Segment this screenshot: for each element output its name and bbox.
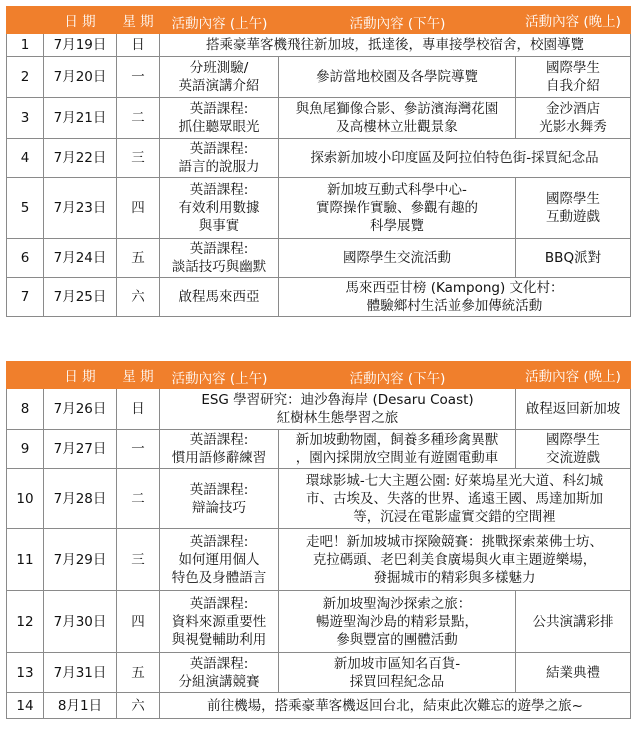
header-weekday: 星 期 bbox=[117, 7, 160, 34]
activity-pm-evening-line: 克拉碼頭、老巴剎美食廣場與火車主題遊樂場， bbox=[312, 551, 597, 568]
header-row bbox=[7, 7, 631, 34]
row-weekday: 日 bbox=[117, 34, 160, 57]
activity-pm bbox=[279, 178, 516, 239]
header-row bbox=[7, 362, 631, 389]
row-date: 7月29日 bbox=[44, 529, 117, 591]
row-weekday: 一 bbox=[117, 430, 160, 469]
activity-evening bbox=[516, 239, 631, 278]
row-weekday: 日 bbox=[117, 389, 160, 430]
activity-full-day bbox=[160, 693, 631, 719]
row-number: 11 bbox=[7, 529, 44, 591]
row-date: 7月27日 bbox=[44, 430, 117, 469]
row-number: 5 bbox=[7, 178, 44, 239]
header-am-pm bbox=[160, 7, 516, 34]
row-number: 9 bbox=[7, 430, 44, 469]
row-date: 7月24日 bbox=[44, 239, 117, 278]
row-date: 7月21日 bbox=[44, 98, 117, 139]
activity-pm-line: 新加坡互動式科學中心- bbox=[327, 182, 467, 198]
activity-pm-evening-line: 發掘城市的精彩與多樣魅力 bbox=[373, 569, 536, 586]
table-row bbox=[7, 278, 631, 317]
activity-am-line: 英語課程: bbox=[189, 655, 249, 672]
schedule-table-week2 bbox=[6, 361, 631, 719]
row-date: 7月23日 bbox=[44, 178, 117, 239]
activity-am-line: 英語課程: bbox=[189, 533, 249, 550]
activity-pm-evening-line: 走吧！新加坡城市探險競賽：挑戰探索萊佛士坊、 bbox=[306, 533, 603, 550]
activity-pm-evening bbox=[279, 139, 631, 178]
header-am-pm bbox=[160, 362, 516, 389]
row-weekday: 六 bbox=[117, 693, 160, 719]
activity-am-line: 英語課程: bbox=[189, 101, 249, 117]
activity-evening-line: 結業典禮 bbox=[546, 664, 600, 681]
activity-evening-line: 國際學生 bbox=[546, 60, 600, 76]
activity-pm-line: 實際操作實驗、參觀有趣的 bbox=[316, 200, 478, 216]
activity-pm bbox=[279, 591, 516, 653]
activity-am-line: 英語課程: bbox=[189, 595, 249, 612]
activity-evening bbox=[516, 178, 631, 239]
activity-evening-line: 交流遊戲 bbox=[546, 450, 600, 466]
activity-pm-line: 參與豐富的團體活動 bbox=[336, 631, 458, 648]
row-number: 2 bbox=[7, 57, 44, 98]
schedule-table-week1 bbox=[6, 6, 631, 317]
activity-pm-line: 新加坡聖淘沙探索之旅： bbox=[322, 595, 472, 612]
activity-pm-line: 採買回程紀念品 bbox=[349, 673, 445, 690]
activity-am bbox=[160, 278, 279, 317]
header-date: 日 期 bbox=[44, 7, 117, 34]
row-number: 10 bbox=[7, 469, 44, 529]
activity-evening-line: 國際學生 bbox=[546, 432, 600, 448]
header-evening: 活動內容 (晚上) bbox=[516, 362, 631, 389]
table-row bbox=[7, 178, 631, 239]
row-number: 6 bbox=[7, 239, 44, 278]
row-weekday: 五 bbox=[117, 239, 160, 278]
activity-am bbox=[160, 591, 279, 653]
row-date: 8月1日 bbox=[44, 693, 117, 719]
activity-am-line: 與視覺輔助利用 bbox=[171, 631, 267, 648]
row-number: 7 bbox=[7, 278, 44, 317]
table-row bbox=[7, 430, 631, 469]
activity-am-line: 與事實 bbox=[198, 218, 240, 234]
activity-am bbox=[160, 653, 279, 693]
header-evening: 活動內容 (晚上) bbox=[516, 7, 631, 34]
activity-evening-line: 公共演講彩排 bbox=[532, 613, 614, 630]
activity-am-line: 英語課程: bbox=[189, 481, 249, 498]
table-row bbox=[7, 653, 631, 693]
activity-pm-line: 新加坡動物園，飼養多種珍禽異獸 bbox=[295, 432, 499, 448]
activity-pm-line: 參訪當地校園及各學院導覽 bbox=[316, 69, 478, 85]
header-am: 活動內容 (上午) bbox=[171, 16, 268, 32]
activity-am-line: 特色及身體語言 bbox=[171, 569, 267, 586]
activity-am-line: 分組演講競賽 bbox=[178, 673, 260, 690]
row-number: 13 bbox=[7, 653, 44, 693]
activity-am-line: 辯論技巧 bbox=[192, 499, 246, 516]
activity-pm bbox=[279, 653, 516, 693]
header-date: 日 期 bbox=[44, 362, 117, 389]
row-number: 8 bbox=[7, 389, 44, 430]
table-row bbox=[7, 529, 631, 591]
activity-am-line: 英語課程: bbox=[189, 241, 249, 257]
activity-pm-evening-line: 馬來西亞甘榜 (Kampong) 文化村： bbox=[345, 280, 564, 296]
row-weekday: 四 bbox=[117, 591, 160, 653]
activity-evening bbox=[516, 591, 631, 653]
activity-full-day-line: 搭乘豪華客機飛往新加坡，抵達後，專車接學校宿舍，校園導覽 bbox=[206, 37, 584, 53]
header-num bbox=[7, 362, 44, 389]
row-weekday: 六 bbox=[117, 278, 160, 317]
activity-evening bbox=[516, 98, 631, 139]
activity-pm-evening-line: 等，沉浸在電影虛實交錯的空間裡 bbox=[353, 508, 556, 525]
activity-evening bbox=[516, 430, 631, 469]
activity-evening bbox=[516, 57, 631, 98]
row-date: 7月22日 bbox=[44, 139, 117, 178]
activity-am bbox=[160, 98, 279, 139]
activity-am-line: 如何運用個人 bbox=[178, 551, 260, 568]
activity-full-day bbox=[160, 34, 631, 57]
row-weekday: 二 bbox=[117, 469, 160, 529]
header-pm: 活動內容 (下午) bbox=[349, 16, 446, 32]
activity-am-line: 英語課程: bbox=[189, 432, 249, 448]
header-weekday: 星 期 bbox=[117, 362, 160, 389]
activity-evening-line: 金沙酒店 bbox=[546, 101, 600, 117]
activity-evening-line: 光影水舞秀 bbox=[539, 119, 607, 135]
activity-pm bbox=[279, 239, 516, 278]
activity-am-pm-line: 紅樹林生態學習之旅 bbox=[276, 410, 399, 426]
activity-am-line: 英語課程: bbox=[189, 182, 249, 198]
row-weekday: 五 bbox=[117, 653, 160, 693]
activity-pm-evening-line: 探索新加坡小印度區及阿拉伯特色街-採買紀念品 bbox=[310, 150, 599, 166]
activity-am-line: 資料來源重要性 bbox=[171, 613, 267, 630]
table-row bbox=[7, 469, 631, 529]
table-row bbox=[7, 239, 631, 278]
activity-pm-line: ，園內採開放空間並有遊園電動車 bbox=[295, 450, 499, 466]
activity-am-line: 抓住聽眾眼光 bbox=[178, 119, 260, 135]
activity-pm bbox=[279, 430, 516, 469]
activity-pm-evening bbox=[279, 529, 631, 591]
activity-evening-line: BBQ派對 bbox=[544, 250, 602, 266]
activity-am-pm bbox=[160, 389, 516, 430]
activity-pm-line: 及高樓林立壯觀景象 bbox=[336, 119, 458, 135]
table-row bbox=[7, 693, 631, 719]
row-number: 14 bbox=[7, 693, 44, 719]
activity-am bbox=[160, 239, 279, 278]
table-row bbox=[7, 139, 631, 178]
row-weekday: 二 bbox=[117, 98, 160, 139]
row-number: 12 bbox=[7, 591, 44, 653]
activity-pm-evening-line: 體驗鄉村生活並參加傳統活動 bbox=[366, 298, 543, 314]
activity-am-line: 語言的說服力 bbox=[178, 159, 260, 175]
activity-am bbox=[160, 178, 279, 239]
activity-evening bbox=[516, 389, 631, 430]
activity-evening-line: 啟程返回新加坡 bbox=[525, 401, 621, 417]
row-date: 7月28日 bbox=[44, 469, 117, 529]
activity-am-line: 分班測驗/ bbox=[189, 60, 249, 76]
table-row bbox=[7, 98, 631, 139]
activity-pm-evening-line: 環球影城-七大主題公園: 好萊塢星光大道、科幻城 bbox=[305, 472, 604, 489]
activity-full-day-line: 前往機場，搭乘豪華客機返回台北，結束此次難忘的遊學之旅~ bbox=[207, 697, 583, 714]
row-number: 4 bbox=[7, 139, 44, 178]
activity-pm-evening-line: 市、古埃及、失落的世界、遙遠王國、馬達加斯加 bbox=[306, 490, 603, 507]
activity-am-line: 談話技巧與幽默 bbox=[171, 259, 267, 275]
activity-evening bbox=[516, 653, 631, 693]
activity-am bbox=[160, 529, 279, 591]
row-date: 7月31日 bbox=[44, 653, 117, 693]
row-date: 7月20日 bbox=[44, 57, 117, 98]
activity-am bbox=[160, 57, 279, 98]
row-weekday: 四 bbox=[117, 178, 160, 239]
header-am: 活動內容 (上午) bbox=[171, 371, 268, 387]
row-weekday: 三 bbox=[117, 529, 160, 591]
header-num bbox=[7, 7, 44, 34]
activity-pm-line: 暢遊聖淘沙島的精彩景點， bbox=[316, 613, 478, 630]
table-row bbox=[7, 389, 631, 430]
table-row bbox=[7, 34, 631, 57]
row-weekday: 一 bbox=[117, 57, 160, 98]
activity-pm-line: 國際學生交流活動 bbox=[343, 250, 451, 266]
table-row bbox=[7, 591, 631, 653]
activity-pm-evening bbox=[279, 278, 631, 317]
activity-pm-evening bbox=[279, 469, 631, 529]
header-pm: 活動內容 (下午) bbox=[349, 371, 446, 387]
activity-am-pm-line: ESG 學習研究：迪沙魯海岸 (Desaru Coast) bbox=[201, 392, 474, 408]
row-date: 7月25日 bbox=[44, 278, 117, 317]
row-date: 7月19日 bbox=[44, 34, 117, 57]
activity-pm-line: 與魚尾獅像合影、參訪濱海灣花園 bbox=[295, 101, 499, 117]
activity-pm bbox=[279, 98, 516, 139]
activity-am-line: 有效利用數據 bbox=[178, 200, 260, 216]
activity-pm-line: 新加坡市區知名百貨- bbox=[333, 655, 461, 672]
activity-am-line: 啟程馬來西亞 bbox=[178, 289, 260, 305]
activity-evening-line: 互動遊戲 bbox=[546, 209, 600, 225]
row-date: 7月26日 bbox=[44, 389, 117, 430]
activity-am bbox=[160, 430, 279, 469]
activity-evening-line: 自我介紹 bbox=[546, 78, 600, 94]
activity-evening-line: 國際學生 bbox=[546, 191, 600, 207]
row-number: 3 bbox=[7, 98, 44, 139]
activity-am bbox=[160, 139, 279, 178]
table-row bbox=[7, 57, 631, 98]
row-weekday: 三 bbox=[117, 139, 160, 178]
row-date: 7月30日 bbox=[44, 591, 117, 653]
activity-am bbox=[160, 469, 279, 529]
activity-am-line: 英語課程: bbox=[189, 141, 249, 157]
activity-am-line: 慣用語修辭練習 bbox=[171, 450, 267, 466]
activity-am-line: 英語演講介紹 bbox=[178, 78, 260, 94]
row-number: 1 bbox=[7, 34, 44, 57]
activity-pm-line: 科學展覽 bbox=[370, 218, 424, 234]
activity-pm bbox=[279, 57, 516, 98]
